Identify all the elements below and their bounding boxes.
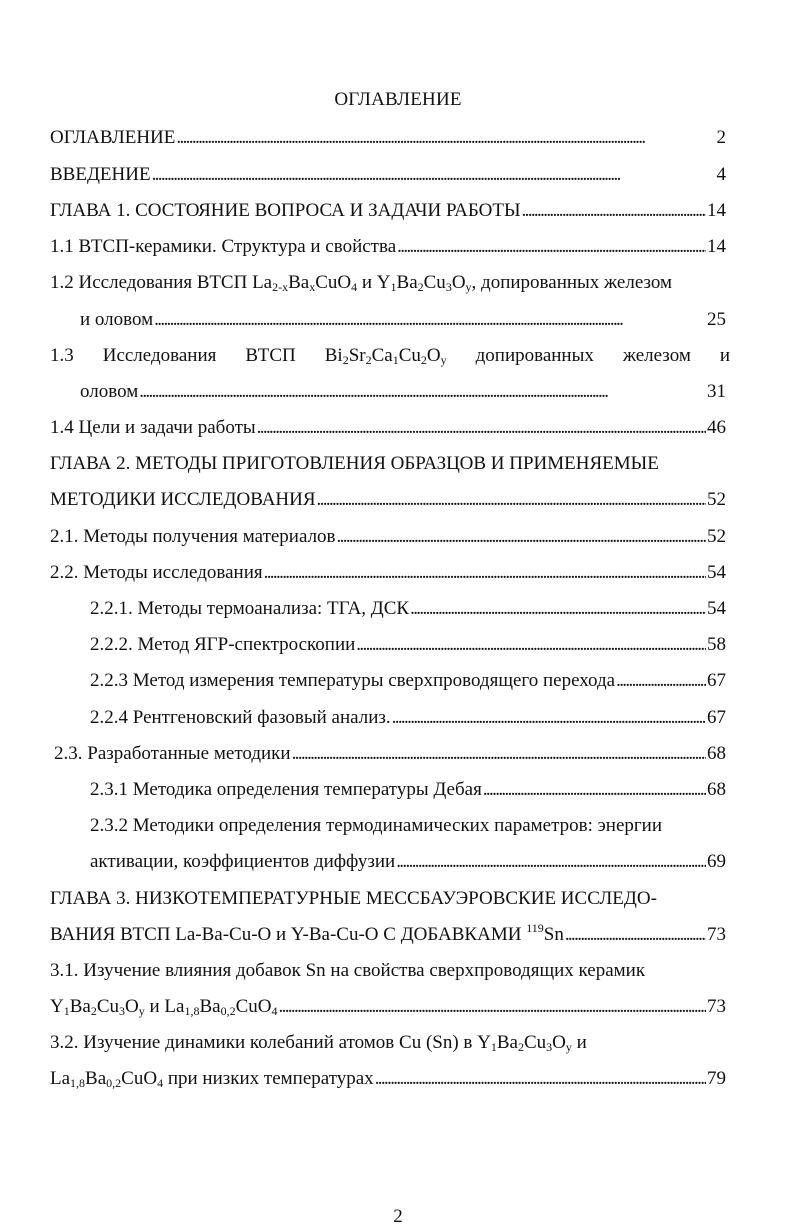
toc-entry[interactable] [50,126,726,150]
toc-entry-line2[interactable] [50,1067,726,1091]
leader-dots [139,380,706,404]
toc-entry-line2[interactable] [50,488,726,512]
toc-entry-text: ОГЛАВЛЕНИЕ [50,127,176,148]
toc-entry-page: 31 [707,381,726,402]
toc-entry-text: 3.1. Изучение влияния добавок Sn на свойства сверхпроводящих керамик [50,960,646,981]
toc-entry-text: 2.3.1 Методика определения температуры Дебая [90,779,482,800]
toc-entry[interactable] [50,561,726,585]
toc-entry-page: 52 [707,489,726,510]
toc-entry-line1[interactable] [50,887,730,911]
toc-entry-text: 1.1 ВТСП-керамики. Структура и свойства [50,236,397,257]
leader-dots [257,416,706,440]
toc-entry-text: ГЛАВА 1. СОСТОЯНИЕ ВОПРОСА И ЗАДАЧИ РАБОТЫ [50,200,521,221]
toc-entry-text: 1.2 Исследования ВТСП $La_{2-x}Ba_xCuO_4$ и $Y_1Ba_2Cu_3O_y$, допированных железом [50,272,673,294]
toc-entry-text: $Y_1Ba_2Cu_3O_y$ и $La_{1,8}Ba_{0,2}CuO_4$ [50,996,278,1018]
toc-entry-line2[interactable] [50,995,726,1019]
toc-entry-text: 2.2.4 Рентгеновский фазовый анализ. [90,707,391,728]
toc-entry-page: 52 [707,526,726,547]
toc-entry[interactable] [50,199,726,223]
toc-entry[interactable] [50,525,726,549]
toc-entry-text: $La_{1,8}Ba_{0,2}CuO_4$ при низких температурах [50,1068,374,1090]
toc-entry-page: 69 [707,851,726,872]
toc-entry-page: 73 [707,996,726,1017]
toc-entry[interactable] [50,163,726,187]
toc-entry-text: 2.2.3 Метод измерения температуры сверхпроводящего перехода [90,670,616,691]
toc-entry-text: 2.2.1. Методы термоанализа: ТГА, ДСК [90,598,410,619]
toc-entry-page: 14 [707,236,726,257]
leader-dots [292,742,706,766]
toc-entry-line1[interactable]: 1.3 Исследования ВТСП $Bi_2Sr_2Ca_1Cu_2O_y$ допированных железом и [50,345,730,367]
leader-dots [337,525,706,549]
toc-entry-text: активации, коэффициентов диффузии [90,851,396,872]
leader-dots [483,778,706,802]
leader-dots [522,199,706,223]
toc-entry[interactable] [90,669,726,693]
toc-entry-line1[interactable] [50,959,730,983]
toc-entry-text: 1.4 Цели и задачи работы [50,417,256,438]
toc-entry-page: 67 [707,707,726,728]
toc-entry[interactable] [50,235,726,259]
toc-entry-line1[interactable] [50,452,730,476]
toc-entry-text: ВАНИЯ ВТСП La-Ba-Cu-O и Y-Ba-Cu-O С ДОБАВКАМИ $^{119}$Sn [50,921,564,945]
toc-entry[interactable] [90,706,726,730]
leader-dots [396,850,706,874]
toc-entry-page: 14 [707,200,726,221]
toc-entry-text: ГЛАВА 3. НИЗКОТЕМПЕРАТУРНЫЕ МЕССБАУЭРОВСКИЕ ИССЛЕДО- [50,888,657,909]
toc-entry-page: 54 [707,562,726,583]
toc-entry-text: 2.2.2. Метод ЯГР-спектроскопии [90,634,356,655]
toc-entry[interactable] [54,742,726,766]
toc-entry[interactable] [90,778,726,802]
toc-entry[interactable] [90,597,726,621]
toc-entry-line1[interactable] [90,814,730,838]
toc-entry-page: 58 [707,634,726,655]
toc-entry-line1[interactable] [50,1031,730,1055]
leader-dots [375,1067,706,1091]
toc-entry-line1[interactable] [50,271,730,295]
leader-dots [154,308,706,332]
toc-entry-line2[interactable] [80,380,726,404]
toc-entry-text: и оловом [80,309,154,330]
toc-entry-page: 46 [707,417,726,438]
toc-entry-page: 25 [707,309,726,330]
toc-entry-page: 67 [707,670,726,691]
leader-dots [264,561,706,585]
toc-entry-page: 68 [707,779,726,800]
toc-entry[interactable] [90,633,726,657]
toc-entry-page: 73 [707,924,726,945]
toc-entry-page: 54 [707,598,726,619]
toc-entry[interactable] [50,416,726,440]
toc-entry-line2[interactable] [90,850,726,874]
toc-entry-page: 4 [716,164,726,185]
leader-dots [279,995,707,1019]
toc-entry-text: оловом [80,381,139,402]
toc-entry-text: МЕТОДИКИ ИССЛЕДОВАНИЯ [50,489,316,510]
leader-dots [392,706,706,730]
leader-dots [176,126,715,150]
leader-dots [317,488,706,512]
leader-dots [410,597,706,621]
toc-entry-text: 2.2. Методы исследования [50,562,263,583]
toc-entry-text: 3.2. Изучение динамики колебаний атомов Cu (Sn) в $Y_1Ba_2Cu_3O_y$ и [50,1032,587,1054]
toc-entry-text: 2.3.2 Методики определения термодинамических параметров: энергии [90,815,663,836]
formula: $Bi_2Sr_2Ca_1Cu_2O_y$ [324,345,447,367]
leader-dots [356,633,706,657]
leader-dots [152,163,716,187]
leader-dots [565,923,706,947]
toc-entry-text: 2.3. Разработанные методики [54,743,291,764]
toc-entry-line2[interactable] [80,308,726,332]
toc-title: ОГЛАВЛЕНИЕ [334,89,462,110]
toc-entry-line2[interactable] [50,923,726,947]
leader-dots [616,669,706,693]
leader-dots [397,235,706,259]
toc-entry-text: ГЛАВА 2. МЕТОДЫ ПРИГОТОВЛЕНИЯ ОБРАЗЦОВ И ПРИМЕНЯЕМЫЕ [50,453,659,474]
toc-entry-page: 68 [707,743,726,764]
toc-entry-text: 2.1. Методы получения материалов [50,526,336,547]
toc-entry-text: ВВЕДЕНИЕ [50,164,151,185]
toc-entry-page: 79 [707,1068,726,1089]
toc-entry-page: 2 [716,127,726,148]
page-number: 2 [393,1206,403,1227]
